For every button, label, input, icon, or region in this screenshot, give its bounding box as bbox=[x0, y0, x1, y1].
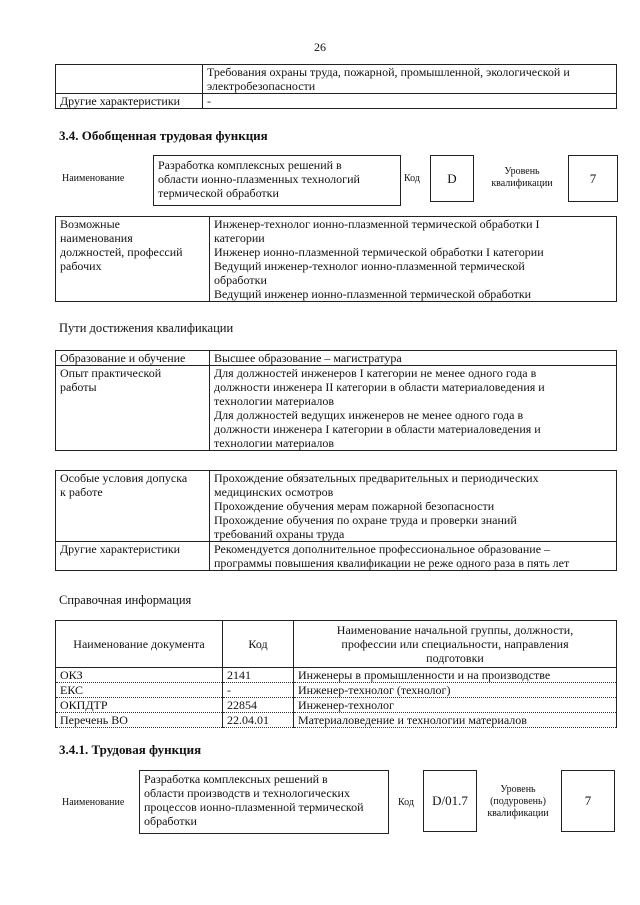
text-line: Прохождение обучения мерам пожарной безопасности bbox=[214, 499, 495, 513]
conditions-admission-value bbox=[210, 471, 617, 542]
text-line: обработки bbox=[144, 814, 197, 828]
page-number: 26 bbox=[314, 40, 326, 54]
text-line: термической обработки bbox=[158, 186, 279, 200]
text-line: Рекомендуется дополнительное профессиональное образование – bbox=[214, 542, 551, 556]
section-34-heading: 3.4. Обобщенная трудовая функция bbox=[59, 128, 268, 143]
text-line: должностей, профессий bbox=[60, 245, 183, 259]
text-line: Возможные bbox=[60, 217, 120, 231]
text-line: технологии материалов bbox=[214, 436, 335, 450]
paths-education-value: Высшее образование – магистратура bbox=[210, 351, 617, 366]
text-line: Требования охраны труда, пожарной, промышленной, экологической и bbox=[207, 65, 570, 79]
conditions-table bbox=[55, 470, 617, 571]
text-line: технологии материалов bbox=[214, 394, 335, 408]
table-row bbox=[56, 668, 617, 683]
reference-header-name bbox=[294, 621, 617, 668]
text-line: Уровень bbox=[500, 784, 536, 795]
text-line: рабочих bbox=[60, 259, 102, 273]
reference-doc: Перечень ВО bbox=[56, 713, 223, 728]
text-line: Ведущий инженер-технолог ионно-плазменной термической bbox=[214, 259, 525, 273]
top-table-other-label: Другие характеристики bbox=[56, 94, 203, 109]
reference-table bbox=[55, 620, 617, 728]
text-line: Ведущий инженер ионно-плазменной термической обработки bbox=[214, 287, 532, 301]
conditions-admission-label bbox=[56, 471, 210, 542]
section-341-level-label bbox=[478, 784, 558, 820]
text-line: Для должностей инженеров I категории не менее одного года в bbox=[214, 366, 537, 380]
positions-list bbox=[210, 217, 617, 302]
reference-doc: ЕКС bbox=[56, 683, 223, 698]
paths-experience-value bbox=[210, 366, 617, 451]
top-table-other-value: - bbox=[203, 94, 617, 109]
section-34-code-label: Код bbox=[404, 173, 420, 184]
text-line: требований охраны труда bbox=[214, 527, 345, 541]
text-line: Разработка комплексных решений в bbox=[158, 158, 342, 172]
text-line: области ионно-плазменных технологий bbox=[158, 172, 360, 186]
text-line: должности инженера II категории в области материаловедения и bbox=[214, 380, 545, 394]
reference-code: 22854 bbox=[223, 698, 294, 713]
reference-header-code: Код bbox=[223, 621, 294, 668]
text-line: категории bbox=[214, 231, 265, 245]
section-34-level-box: 7 bbox=[568, 155, 618, 202]
section-34-level-label bbox=[482, 166, 562, 190]
reference-name: Инженер-технолог bbox=[294, 698, 617, 713]
table-row bbox=[56, 698, 617, 713]
reference-code: 22.04.01 bbox=[223, 713, 294, 728]
section-341-name-label: Наименование bbox=[62, 797, 125, 808]
text-line: медицинских осмотров bbox=[214, 485, 334, 499]
text-line: Особые условия допуска bbox=[60, 471, 188, 485]
text-line: наименования bbox=[60, 231, 133, 245]
reference-code: - bbox=[223, 683, 294, 698]
section-341-code-label: Код bbox=[398, 797, 414, 808]
text-line: области производств и технологических bbox=[144, 786, 350, 800]
text-line: к работе bbox=[60, 485, 103, 499]
reference-name: Инженер-технолог (технолог) bbox=[294, 683, 617, 698]
reference-name: Инженеры в промышленности и на производстве bbox=[294, 668, 617, 683]
reference-doc: ОКЗ bbox=[56, 668, 223, 683]
section-34-code-box: D bbox=[430, 155, 474, 202]
table-row bbox=[56, 683, 617, 698]
paths-education-label: Образование и обучение bbox=[56, 351, 210, 366]
text-line: Наименование начальной группы, должности, bbox=[336, 623, 574, 637]
section-341-heading: 3.4.1. Трудовая функция bbox=[59, 742, 202, 757]
text-line: должности инженера I категории в области материаловедения и bbox=[214, 422, 541, 436]
section-341-level-box: 7 bbox=[561, 770, 615, 832]
text-line: процессов ионно-плазменной термической bbox=[144, 800, 364, 814]
text-line: Инженер-технолог ионно-плазменной термической обработки I bbox=[214, 217, 540, 231]
text-line: программы повышения квалификации не реже одного раза в пять лет bbox=[214, 556, 570, 570]
top-table-empty-cell bbox=[56, 65, 203, 94]
reference-heading: Справочная информация bbox=[59, 593, 192, 607]
table-row bbox=[56, 713, 617, 728]
section-341-name-box bbox=[139, 770, 389, 834]
reference-name: Материаловедение и технологии материалов bbox=[294, 713, 617, 728]
conditions-other-label: Другие характеристики bbox=[56, 542, 210, 571]
text-line: (подуровень) bbox=[490, 796, 546, 807]
reference-doc: ОКПДТР bbox=[56, 698, 223, 713]
text-line: обработки bbox=[214, 273, 267, 287]
positions-table bbox=[55, 216, 617, 302]
top-table-requirements bbox=[203, 65, 617, 94]
paths-experience-label bbox=[56, 366, 210, 451]
text-line: Прохождение обязательных предварительных и периодических bbox=[214, 471, 539, 485]
text-line: электробезопасности bbox=[207, 79, 316, 93]
text-line: профессии или специальности, направления bbox=[341, 637, 569, 651]
text-line: Разработка комплексных решений в bbox=[144, 772, 328, 786]
text-line: Прохождение обучения по охране труда и проверки знаний bbox=[214, 513, 517, 527]
text-line: квалификации bbox=[491, 178, 553, 189]
section-34-name-box bbox=[153, 155, 401, 206]
section-341-code-box: D/01.7 bbox=[423, 770, 477, 832]
top-table bbox=[55, 64, 617, 109]
paths-heading: Пути достижения квалификации bbox=[59, 321, 234, 335]
text-line: Инженер ионно-плазменной термической обработки I категории bbox=[214, 245, 544, 259]
section-34-name-label: Наименование bbox=[62, 173, 125, 184]
text-line: Опыт практической bbox=[60, 366, 162, 380]
reference-header-doc: Наименование документа bbox=[56, 621, 223, 668]
positions-label bbox=[56, 217, 210, 302]
text-line: работы bbox=[60, 380, 97, 394]
paths-table bbox=[55, 350, 617, 451]
conditions-other-value bbox=[210, 542, 617, 571]
text-line: квалификации bbox=[487, 808, 549, 819]
text-line: подготовки bbox=[426, 651, 484, 665]
reference-code: 2141 bbox=[223, 668, 294, 683]
text-line: Для должностей ведущих инженеров не менее одного года в bbox=[214, 408, 524, 422]
text-line: Уровень bbox=[504, 166, 540, 177]
